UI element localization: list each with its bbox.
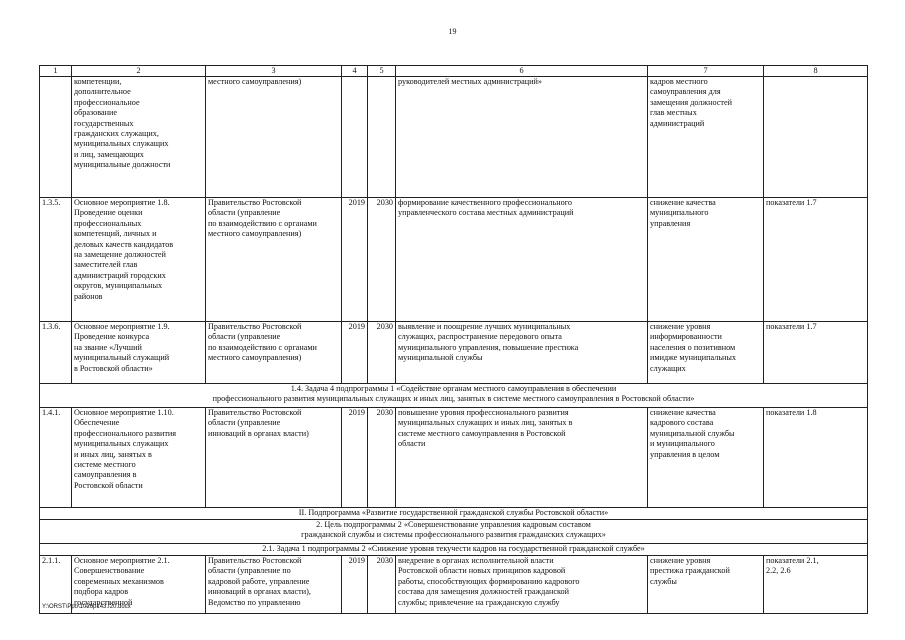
indicator-link: показатели 1.7 xyxy=(764,198,868,322)
table-row xyxy=(40,322,868,384)
row-number: 2.1.1. xyxy=(40,556,72,614)
row-number xyxy=(40,77,72,198)
section-row xyxy=(40,508,868,520)
indicator-link: показатели 1.8 xyxy=(764,408,868,508)
expected-result: внедрение в органах исполнительной власти Ростовской области новых принципов кадровой работы, способствующих формированию кадрового состава для замещения должностей гражданской службы; привлечение на гражданскую службу xyxy=(396,556,648,614)
col-header-6: 6 xyxy=(396,66,648,77)
end-year: 2030 xyxy=(368,322,396,384)
column-number-row xyxy=(40,66,868,77)
section-row xyxy=(40,520,868,544)
end-year: 2030 xyxy=(368,198,396,322)
table-row xyxy=(40,408,868,508)
end-year: 2030 xyxy=(368,408,396,508)
non-implementation-consequences: снижение качества кадрового состава муниципальной службы и муниципального управления в целом xyxy=(648,408,764,508)
footer-file-path: Y:\ORST\Ppo\1026p143.f20.docx xyxy=(42,604,131,610)
task-heading: 1.4. Задача 4 подпрограммы 1 «Содействие органам местного самоуправления в обеспечении профессионального развития муниципальных служащих и иных лиц, занятых в системе местного самоуправления в Ростовской области» xyxy=(40,384,868,408)
table-row xyxy=(40,77,868,198)
start-year: 2019 xyxy=(342,408,368,508)
indicator-link xyxy=(764,77,868,198)
end-year: 2030 xyxy=(368,556,396,614)
col-header-5: 5 xyxy=(368,66,396,77)
start-year: 2019 xyxy=(342,322,368,384)
expected-result: выявление и поощрение лучших муниципальных служащих, распространение передового опыта муниципального управления, повышение престижа муниципальной службы xyxy=(396,322,648,384)
start-year xyxy=(342,77,368,198)
measure-name: компетенции, дополнительное профессиональное образование государственных гражданских служащих, муниципальных служащих и лиц, замещающих муниципальные должности xyxy=(72,77,206,198)
expected-result: формирование качественного профессионального управленческого состава местных администраций xyxy=(396,198,648,322)
row-number: 1.4.1. xyxy=(40,408,72,508)
measure-name: Основное мероприятие 1.8. Проведение оценки профессиональных компетенций, личных и деловых качеств кандидатов на замещение должностей заместителей глав администраций городских округов, муниципальных районов xyxy=(72,198,206,322)
indicator-link: показатели 2.1, 2.2, 2.6 xyxy=(764,556,868,614)
row-number: 1.3.6. xyxy=(40,322,72,384)
responsible-executor: Правительство Ростовской области (управление инноваций в органах власти) xyxy=(206,408,342,508)
end-year xyxy=(368,77,396,198)
col-header-2: 2 xyxy=(72,66,206,77)
section-row xyxy=(40,544,868,556)
measures-table xyxy=(39,65,868,614)
section-row xyxy=(40,384,868,408)
responsible-executor: Правительство Ростовской области (управление по взаимодействию с органами местного самоуправления) xyxy=(206,322,342,384)
table-row xyxy=(40,556,868,614)
col-header-4: 4 xyxy=(342,66,368,77)
non-implementation-consequences: снижение уровня информированности населения о позитивном имидже муниципальных служащих xyxy=(648,322,764,384)
table-row xyxy=(40,198,868,322)
measure-name: Основное мероприятие 1.10. Обеспечение профессионального развития муниципальных служащих и иных лиц, занятых в системе местного самоуправления в Ростовской области xyxy=(72,408,206,508)
col-header-7: 7 xyxy=(648,66,764,77)
expected-result: руководителей местных администраций» xyxy=(396,77,648,198)
non-implementation-consequences: снижение уровня престижа гражданской службы xyxy=(648,556,764,614)
col-header-1: 1 xyxy=(40,66,72,77)
non-implementation-consequences: снижение качества муниципального управления xyxy=(648,198,764,322)
page-number: 19 xyxy=(448,27,457,36)
responsible-executor: местного самоуправления) xyxy=(206,77,342,198)
start-year: 2019 xyxy=(342,198,368,322)
responsible-executor: Правительство Ростовской области (управление по кадровой работе, управление инноваций в органах власти), Ведомство по управлению xyxy=(206,556,342,614)
measure-name: Основное мероприятие 2.1. Совершенствование современных механизмов подбора кадров государственной xyxy=(72,556,206,614)
start-year: 2019 xyxy=(342,556,368,614)
measure-name: Основное мероприятие 1.9. Проведение конкурса на звание «Лучший муниципальный служащий в Ростовской области» xyxy=(72,322,206,384)
subprogram-heading: II. Подпрограмма «Развитие государственной гражданской службы Ростовской области» xyxy=(40,508,868,520)
goal-heading: 2. Цель подпрограммы 2 «Совершенствование управления кадровым составом гражданской службы и системы профессионального развития гражданских служащих» xyxy=(40,520,868,544)
expected-result: повышение уровня профессионального развития муниципальных служащих и иных лиц, занятых в системе местного самоуправления в Ростовской области xyxy=(396,408,648,508)
task-heading: 2.1. Задача 1 подпрограммы 2 «Снижение уровня текучести кадров на государственной гражданской службе» xyxy=(40,544,868,556)
responsible-executor: Правительство Ростовской области (управление по взаимодействию с органами местного самоуправления) xyxy=(206,198,342,322)
non-implementation-consequences: кадров местного самоуправления для замещения должностей глав местных администраций xyxy=(648,77,764,198)
indicator-link: показатели 1.7 xyxy=(764,322,868,384)
row-number: 1.3.5. xyxy=(40,198,72,322)
col-header-3: 3 xyxy=(206,66,342,77)
col-header-8: 8 xyxy=(764,66,868,77)
